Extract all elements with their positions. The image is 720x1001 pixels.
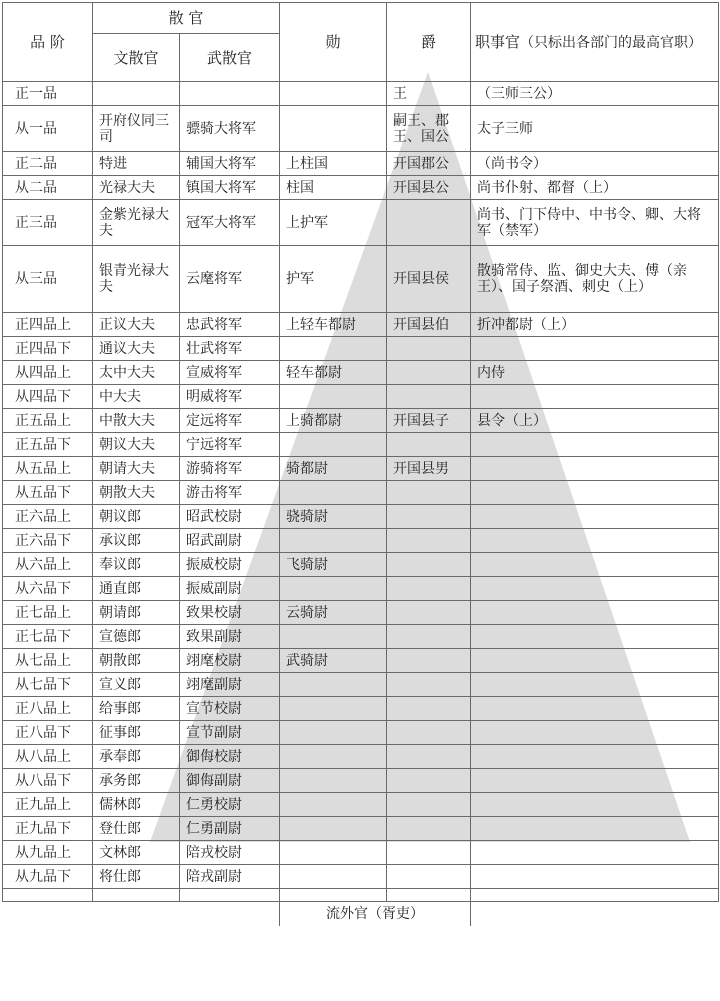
cell-zhishi: 县令（上） (471, 409, 719, 433)
cell-wen-sanguan: 儒林郎 (93, 793, 180, 817)
cell-wen-sanguan: 承奉郎 (93, 745, 180, 769)
cell-wen-sanguan: 朝议大夫 (93, 433, 180, 457)
cell-grade: 正七品上 (3, 601, 93, 625)
cell-jue: 开国县男 (387, 457, 471, 481)
cell-grade: 正三品 (3, 200, 93, 246)
cell-xun: 飞骑尉 (280, 553, 387, 577)
table-row (3, 505, 719, 529)
cell-jue (387, 841, 471, 865)
cell-jue (387, 649, 471, 673)
cell-grade: 正六品上 (3, 505, 93, 529)
header-wu: 武散官 (180, 34, 280, 82)
cell-wen-sanguan: 将仕郎 (93, 865, 180, 889)
cell-xun (280, 385, 387, 409)
cell-wen-sanguan: 正议大夫 (93, 313, 180, 337)
table-row (3, 457, 719, 481)
cell-grade: 正四品上 (3, 313, 93, 337)
cell-jue (387, 200, 471, 246)
cell-xun (280, 433, 387, 457)
cell-wen-sanguan: 朝议郎 (93, 505, 180, 529)
cell-wen-sanguan: 朝请大夫 (93, 457, 180, 481)
cell-wu-sanguan: 陪戎校尉 (180, 841, 280, 865)
cell-zhishi (471, 385, 719, 409)
cell-zhishi: 尚书仆射、都督（上） (471, 176, 719, 200)
cell-wu-sanguan: 御侮校尉 (180, 745, 280, 769)
cell-wen-sanguan: 奉议郎 (93, 553, 180, 577)
cell-jue (387, 337, 471, 361)
cell-grade: 正九品下 (3, 817, 93, 841)
cell-jue: 开国县侯 (387, 246, 471, 313)
cell-xun (280, 529, 387, 553)
table-row (3, 577, 719, 601)
header-sanguan: 散 官 (93, 3, 280, 34)
cell-wu-sanguan: 游骑将军 (180, 457, 280, 481)
cell-jue (387, 697, 471, 721)
header-zhishi-note: （只标出各部门的最高官职） (520, 34, 703, 51)
cell-wen-sanguan: 文林郎 (93, 841, 180, 865)
cell-grade: 从六品上 (3, 553, 93, 577)
cell-wen-sanguan: 宣义郎 (93, 673, 180, 697)
cell-wen-sanguan: 太中大夫 (93, 361, 180, 385)
cell-jue (387, 577, 471, 601)
cell-xun: 轻车都尉 (280, 361, 387, 385)
cell-wen-sanguan: 承务郎 (93, 769, 180, 793)
cell-grade: 正一品 (3, 82, 93, 106)
cell-xun: 骁骑尉 (280, 505, 387, 529)
cell-zhishi (471, 601, 719, 625)
cell-zhishi (471, 649, 719, 673)
footer-liuwai: 流外官（胥吏） (280, 902, 471, 927)
cell-grade: 从三品 (3, 246, 93, 313)
table-row (3, 152, 719, 176)
cell-wu-sanguan: 辅国大将军 (180, 152, 280, 176)
table-row (3, 176, 719, 200)
cell-wu-sanguan: 壮武将军 (180, 337, 280, 361)
cell-wu-sanguan: 翊麾副尉 (180, 673, 280, 697)
cell-grade: 正四品下 (3, 337, 93, 361)
table-row (3, 841, 719, 865)
cell-zhishi: 折冲都尉（上） (471, 313, 719, 337)
cell-xun: 上骑都尉 (280, 409, 387, 433)
cell-grade: 从九品上 (3, 841, 93, 865)
cell-grade: 从七品上 (3, 649, 93, 673)
cell-grade: 从五品上 (3, 457, 93, 481)
table-row (3, 697, 719, 721)
table-row (3, 106, 719, 152)
table-row (3, 529, 719, 553)
table-row (3, 817, 719, 841)
cell-grade: 正八品下 (3, 721, 93, 745)
cell-jue: 开国县子 (387, 409, 471, 433)
cell-wen-sanguan: 通直郎 (93, 577, 180, 601)
table-row (3, 200, 719, 246)
cell-wu-sanguan: 冠军大将军 (180, 200, 280, 246)
spacer-row (3, 889, 719, 902)
cell-zhishi (471, 529, 719, 553)
cell-wu-sanguan: 镇国大将军 (180, 176, 280, 200)
cell-zhishi: （三师三公） (471, 82, 719, 106)
cell-grade: 正七品下 (3, 625, 93, 649)
cell-xun (280, 106, 387, 152)
cell-xun (280, 817, 387, 841)
table-row (3, 625, 719, 649)
cell-grade: 从二品 (3, 176, 93, 200)
cell-wu-sanguan: 宣节副尉 (180, 721, 280, 745)
cell-wu-sanguan (180, 82, 280, 106)
cell-jue (387, 433, 471, 457)
table-row (3, 553, 719, 577)
cell-wen-sanguan: 开府仪同三司 (93, 106, 180, 152)
cell-zhishi (471, 625, 719, 649)
header-jue: 爵 (387, 3, 471, 82)
cell-grade: 从四品上 (3, 361, 93, 385)
cell-wen-sanguan: 光禄大夫 (93, 176, 180, 200)
cell-jue (387, 721, 471, 745)
cell-jue: 王 (387, 82, 471, 106)
cell-xun (280, 793, 387, 817)
cell-wu-sanguan: 翊麾校尉 (180, 649, 280, 673)
cell-jue: 嗣王、郡王、国公 (387, 106, 471, 152)
cell-zhishi: 尚书、门下侍中、中书令、卿、大将军（禁军） (471, 200, 719, 246)
cell-grade: 从九品下 (3, 865, 93, 889)
cell-wen-sanguan: 承议郎 (93, 529, 180, 553)
cell-wu-sanguan: 致果校尉 (180, 601, 280, 625)
table-row (3, 745, 719, 769)
table-row (3, 361, 719, 385)
cell-wen-sanguan: 登仕郎 (93, 817, 180, 841)
cell-zhishi (471, 457, 719, 481)
cell-wen-sanguan: 中散大夫 (93, 409, 180, 433)
cell-grade: 正五品上 (3, 409, 93, 433)
cell-wu-sanguan: 御侮副尉 (180, 769, 280, 793)
cell-xun (280, 481, 387, 505)
header-xun: 勋 (280, 3, 387, 82)
header-grade: 品 阶 (3, 3, 93, 82)
table-body (3, 82, 719, 889)
cell-zhishi (471, 337, 719, 361)
cell-wu-sanguan: 致果副尉 (180, 625, 280, 649)
table-row (3, 481, 719, 505)
cell-xun (280, 697, 387, 721)
cell-xun: 上护军 (280, 200, 387, 246)
cell-zhishi: （尚书令） (471, 152, 719, 176)
cell-jue (387, 865, 471, 889)
cell-grade: 从六品下 (3, 577, 93, 601)
cell-jue (387, 601, 471, 625)
cell-jue (387, 529, 471, 553)
cell-grade: 正二品 (3, 152, 93, 176)
cell-xun (280, 841, 387, 865)
cell-wen-sanguan: 朝散郎 (93, 649, 180, 673)
table-row (3, 313, 719, 337)
cell-wu-sanguan: 宣威将军 (180, 361, 280, 385)
cell-wen-sanguan: 中大夫 (93, 385, 180, 409)
table-row (3, 769, 719, 793)
cell-xun: 护军 (280, 246, 387, 313)
cell-wen-sanguan: 宣德郎 (93, 625, 180, 649)
table-row (3, 865, 719, 889)
cell-wen-sanguan: 朝请郎 (93, 601, 180, 625)
cell-grade: 从五品下 (3, 481, 93, 505)
table-row (3, 649, 719, 673)
cell-xun (280, 769, 387, 793)
cell-zhishi (471, 433, 719, 457)
cell-wen-sanguan: 给事郎 (93, 697, 180, 721)
cell-jue: 开国县公 (387, 176, 471, 200)
cell-wu-sanguan: 昭武副尉 (180, 529, 280, 553)
cell-jue (387, 817, 471, 841)
cell-xun: 柱国 (280, 176, 387, 200)
cell-jue (387, 505, 471, 529)
cell-jue (387, 769, 471, 793)
cell-grade: 从八品上 (3, 745, 93, 769)
cell-wu-sanguan: 忠武将军 (180, 313, 280, 337)
cell-wu-sanguan: 仁勇校尉 (180, 793, 280, 817)
cell-xun: 武骑尉 (280, 649, 387, 673)
cell-grade: 从八品下 (3, 769, 93, 793)
cell-zhishi: 散骑常侍、监、御史大夫、傅（亲王）、国子祭酒、刺史（上） (471, 246, 719, 313)
cell-xun (280, 745, 387, 769)
cell-zhishi: 内侍 (471, 361, 719, 385)
cell-jue (387, 745, 471, 769)
cell-xun (280, 625, 387, 649)
cell-grade: 从一品 (3, 106, 93, 152)
cell-xun: 骑都尉 (280, 457, 387, 481)
table-row (3, 409, 719, 433)
cell-zhishi (471, 505, 719, 529)
cell-zhishi (471, 721, 719, 745)
cell-wu-sanguan: 仁勇副尉 (180, 817, 280, 841)
cell-wu-sanguan: 昭武校尉 (180, 505, 280, 529)
cell-zhishi (471, 769, 719, 793)
header-zhishi (471, 3, 719, 82)
cell-wen-sanguan: 征事郎 (93, 721, 180, 745)
cell-grade: 正八品上 (3, 697, 93, 721)
table-row (3, 721, 719, 745)
table-row (3, 246, 719, 313)
cell-grade: 正五品下 (3, 433, 93, 457)
cell-wu-sanguan: 宣节校尉 (180, 697, 280, 721)
cell-jue (387, 385, 471, 409)
official-ranks-table (2, 2, 719, 926)
cell-jue (387, 481, 471, 505)
cell-jue: 开国县伯 (387, 313, 471, 337)
cell-grade: 从四品下 (3, 385, 93, 409)
cell-grade: 正六品下 (3, 529, 93, 553)
cell-zhishi (471, 841, 719, 865)
cell-zhishi (471, 481, 719, 505)
cell-xun (280, 82, 387, 106)
cell-wen-sanguan: 银青光禄大夫 (93, 246, 180, 313)
cell-wen-sanguan: 朝散大夫 (93, 481, 180, 505)
cell-jue (387, 673, 471, 697)
cell-zhishi (471, 673, 719, 697)
cell-xun (280, 865, 387, 889)
cell-xun: 上柱国 (280, 152, 387, 176)
table-row (3, 433, 719, 457)
cell-wu-sanguan: 陪戎副尉 (180, 865, 280, 889)
table-row (3, 337, 719, 361)
header-zhishi-main: 职事官 (475, 32, 521, 51)
cell-wu-sanguan: 振威校尉 (180, 553, 280, 577)
cell-zhishi: 太子三师 (471, 106, 719, 152)
cell-xun: 云骑尉 (280, 601, 387, 625)
table-row (3, 793, 719, 817)
table-row (3, 601, 719, 625)
cell-wu-sanguan: 定远将军 (180, 409, 280, 433)
cell-xun (280, 577, 387, 601)
cell-jue (387, 793, 471, 817)
table-row (3, 385, 719, 409)
cell-zhishi (471, 865, 719, 889)
cell-wu-sanguan: 云麾将军 (180, 246, 280, 313)
cell-wen-sanguan: 特进 (93, 152, 180, 176)
header-wen: 文散官 (93, 34, 180, 82)
cell-zhishi (471, 553, 719, 577)
cell-jue (387, 553, 471, 577)
table-row (3, 82, 719, 106)
cell-wu-sanguan: 宁远将军 (180, 433, 280, 457)
cell-xun (280, 337, 387, 361)
cell-zhishi (471, 577, 719, 601)
cell-xun: 上轻车都尉 (280, 313, 387, 337)
cell-zhishi (471, 697, 719, 721)
cell-jue: 开国郡公 (387, 152, 471, 176)
cell-xun (280, 721, 387, 745)
cell-wu-sanguan: 明威将军 (180, 385, 280, 409)
cell-wu-sanguan: 游击将军 (180, 481, 280, 505)
cell-zhishi (471, 745, 719, 769)
table-row (3, 673, 719, 697)
cell-zhishi (471, 817, 719, 841)
cell-zhishi (471, 793, 719, 817)
cell-wen-sanguan (93, 82, 180, 106)
cell-grade: 正九品上 (3, 793, 93, 817)
cell-grade: 从七品下 (3, 673, 93, 697)
cell-wen-sanguan: 金紫光禄大夫 (93, 200, 180, 246)
cell-wu-sanguan: 振威副尉 (180, 577, 280, 601)
cell-jue (387, 361, 471, 385)
cell-jue (387, 625, 471, 649)
cell-wu-sanguan: 骠骑大将军 (180, 106, 280, 152)
cell-xun (280, 673, 387, 697)
cell-wen-sanguan: 通议大夫 (93, 337, 180, 361)
